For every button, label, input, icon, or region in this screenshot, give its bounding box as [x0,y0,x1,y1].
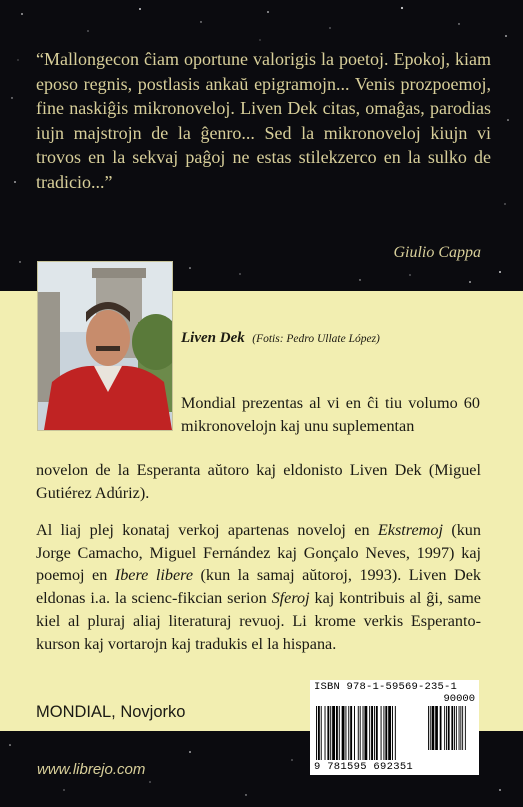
title-sferoj: Sferoj [271,589,310,608]
works-text-1: Al liaj plej konataj verkoj apartenas noveloj en [36,521,378,539]
barcode-bars [316,706,474,760]
works-text-2: (kun Jorge Camacho, Miguel Fernández kaj Gonçalo Neves, 1997) kaj poemoj en [36,521,481,585]
isbn-number: ISBN 978-1-59569-235-1 [314,681,458,693]
photo-credit: (Fotis: Pedro Ullate López) [252,333,380,345]
title-ibere-libere: Ibere libere [114,566,194,585]
price-addon: 90000 [443,693,475,705]
works-paragraph [36,519,481,655]
author-name: Liven Dek [181,330,245,346]
title-ekstremoj: Ekstremoj [377,521,443,539]
website: www.librejo.com [37,761,146,778]
quote-author: Giulio Cappa [393,244,481,261]
intro-paragraph-part2: novelon de la Esperanta aŭtoro kaj eldonisto Liven Dek (Miguel Gutiérez Adúriz). [36,461,481,502]
publisher: MONDIAL, Novjorko [36,703,186,721]
cover-quote: “Mallongecon ĉiam oportune valorigis la poetoj. Epokoj, kiam eposo regnis, postlasis ankaŭ epigramojn... Venis prozpoemoj, fine naskiĝis mikronoveloj. Liven Dek citas, omaĝas, parodias iujn majstrojn de la ĝenro... Sed la mikronoveloj kiujn vi trovos en la sekvaj paĝoj ne estas stilekzerco en la sulko de tradicio...” [36,49,491,192]
author-caption [181,330,380,347]
isbn-barcode [310,680,479,775]
works-text-4: kaj kontribuis al ĝi, same kiel al pluraj aliaj literaturaj revuoj. Li krome verkis Esperanto-kurson kaj vortarojn kaj tradukis el la hispana. [36,589,481,653]
author-photo [37,261,173,431]
intro-paragraph-part1: Mondial prezentas al vi en ĉi tiu volumo 60 mikronovelojn kaj unu suplementan [181,394,480,435]
works-text-3: (kun la samaj aŭtoroj, 1993). Liven Dek eldonas i.a. la scienc-fikcian serion [36,566,481,608]
barcode-digits: 9 781595 692351 [314,761,414,773]
